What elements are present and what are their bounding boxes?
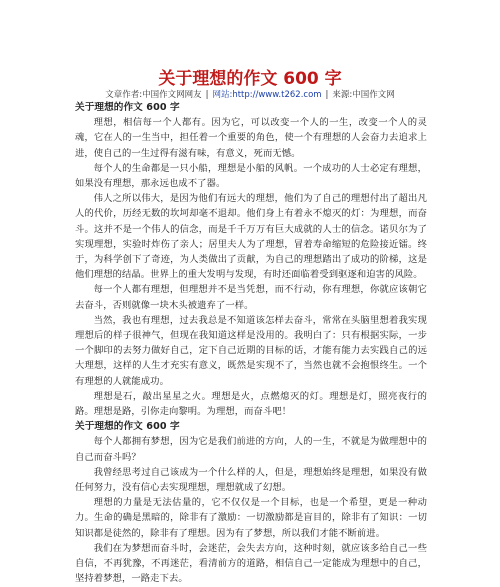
paragraph: 我曾经思考过自己该成为一个什么样的人，但是，理想始终是理想，如果没有做任何努力，没有信心去实现理想，理想就成了幻想。	[75, 466, 427, 494]
paragraph: 理想是石，敲出星星之火。理想是火，点燃熄灭的灯。理想是灯，照亮夜行的路。理想是路，引你走向黎明。为理想，而奋斗吧！	[75, 390, 427, 418]
article-body	[75, 100, 427, 587]
paragraph: 每个人都拥有梦想，因为它是我们前进的方向，人的一生，不就是为做理想中的自己而奋斗吗？	[75, 436, 427, 463]
paragraph: 理想的力量是无法估量的，它不仅仅是一个目标，也是一个希望，更是一种动力。生命的确是黑暗的，除非有了激励：一切激励都是盲目的，除非有了知识：一切知识都是徒然的，除非有了理想。因为有了梦想，所以我们才能不断前进。	[75, 497, 427, 539]
document-title: 关于理想的作文 600 字	[158, 69, 342, 89]
paragraph: 我们在为梦想而奋斗时，会迷茫，会失去方向，这种时刻，就应该多给自己一些自信，不再犹豫，不再迷茫，看清前方的道路，相信自己一定能成为理想中的自己，坚持着梦想，一路走下去。	[75, 542, 427, 585]
meta-source: 来源:中国作文网	[332, 90, 395, 100]
section-heading: 关于理想的作文 600 字	[75, 102, 180, 113]
section-heading: 关于理想的作文 600 字	[75, 421, 180, 433]
meta-separator: |	[205, 90, 209, 100]
document-meta	[0, 88, 500, 100]
meta-author: 文章作者:中国作文网网友	[105, 90, 202, 100]
meta-site-link[interactable]: 网站:http://www.t262.com	[212, 90, 322, 100]
paragraph: 伟人之所以伟大，是因为他们有远大的理想，他们为了自己的理想付出了超出凡人的代价，历经无数的坎坷却毫不退却。他们身上有着永不熄灭的灯：为理想，而奋斗。这并不是一个伟人的信念，而是千千万万有巨大成就的人士的信念。诺贝尔为了实现理想，实验时炸伤了亲人；居里夫人为了理想，冒着寿命缩短的危险接近镭。终于，为科学创下了奇迹，为人类做出了贡献，为自己的理想踏出了成功的阶梯，这是他们理想的结晶。世界上的重大发明与发现，有时还面临着受到驱逐和迫害的风险。	[75, 193, 427, 281]
paragraph: 每一个人都有理想，但理想并不是当凭想，而不行动，你有理想，你就应该朝它去奋斗，否则就像一块木头被遗弃了一样。	[75, 284, 427, 311]
meta-separator: |	[325, 90, 329, 100]
paragraph: 理想，相信每一个人都有。因为它，可以改变一个人的一生，改变一个人的灵魂，它在人的一生当中，担任着一个重要的角色，使一个有理想的人会奋力去追求上进，使自己的一生过得有滋有味，有意义，死而无憾。	[75, 117, 427, 159]
paragraph: 每个人的生命都是一只小船，理想是小船的风帆。一个成功的人士必定有理想，如果没有理想，那永远也成不了器。	[75, 162, 427, 190]
paragraph: 当然，我也有理想，过去我总是不知道该怎样去奋斗，常常在头脑里想着我实现理想后的样子很神气，但现在我知道这样是没用的。我明白了：只有根据实际，一步一个脚印的去努力做好自己，定下自己近期的目标的话，才能有能力去实践自己的远大理想，这样的人生才充实有意义，既然是实现不了，当然也就不会抱恨终生。一个有理想的人就能成功。	[75, 314, 427, 387]
